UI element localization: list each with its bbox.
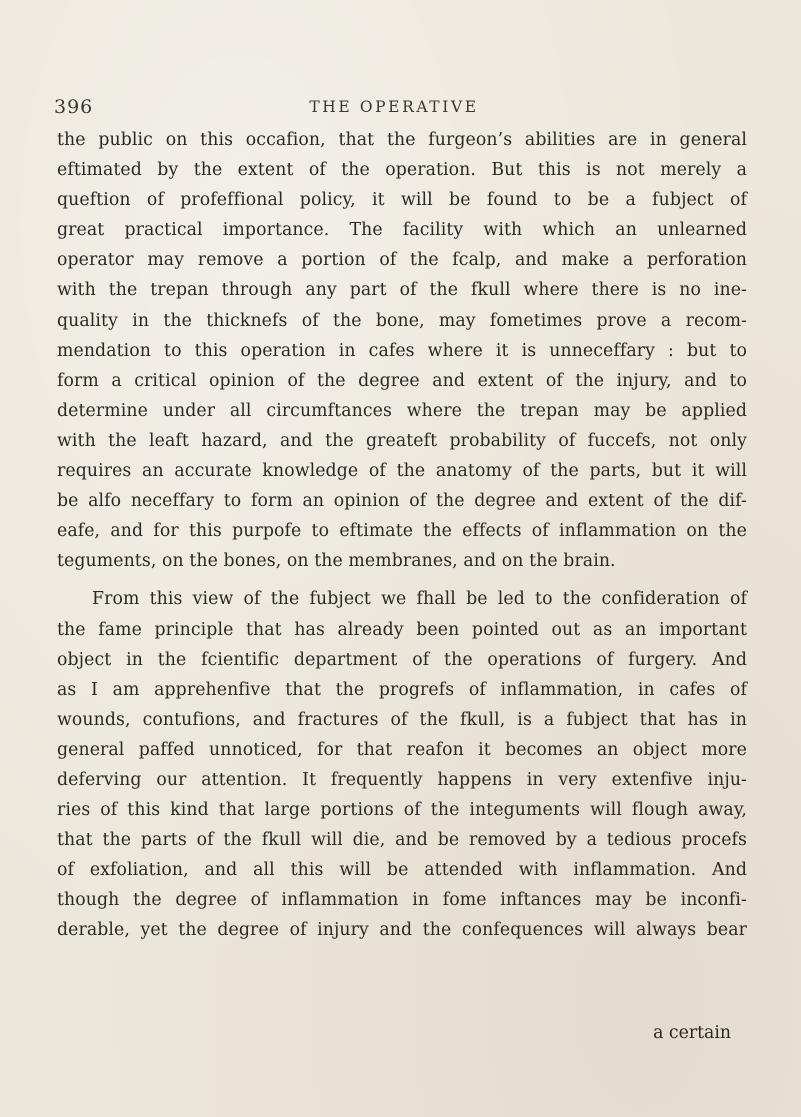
- text-line: great practical importance. The facility with which an unlearned: [57, 220, 747, 241]
- text-line: eafe, and for this purpofe to eftimate the effects of inflammation on the: [57, 521, 747, 542]
- text-line: operator may remove a portion of the fcalp, and make a perforation: [57, 250, 747, 271]
- text-line: eftimated by the extent of the operation. But this is not merely a: [57, 160, 747, 181]
- text-line: queftion of profeffional policy, it will be found to be a fubject of: [57, 190, 747, 211]
- running-head: [54, 96, 734, 120]
- text-line: with the trepan through any part of the fkull where there is no ine-: [57, 280, 747, 301]
- text-line: the fame principle that has already been pointed out as an important: [57, 619, 747, 640]
- page-number: 396: [54, 96, 94, 118]
- text-line: with the leaft hazard, and the greateft probability of fuccefs, not only: [57, 430, 747, 451]
- text-line: teguments, on the bones, on the membranes, and on the brain.: [57, 551, 616, 572]
- text-line: form a critical opinion of the degree and extent of the injury, and to: [57, 370, 747, 391]
- text-line: the public on this occafion, that the furgeon’s abilities are in general: [57, 130, 747, 150]
- text-line: object in the fcientific department of the operations of furgery. And: [57, 649, 747, 670]
- text-line: wounds, contufions, and fractures of the fkull, is a fubject that has in: [57, 709, 747, 730]
- text-line: derable, yet the degree of injury and the confequences will always bear: [57, 920, 747, 941]
- text-line: determine under all circumftances where the trepan may be applied: [57, 400, 747, 421]
- text-line: general paffed unnoticed, for that reafon it becomes an object more: [57, 739, 747, 760]
- text-line: quality in the thicknefs of the bone, may fometimes prove a recom-: [57, 310, 747, 331]
- paragraph-1: [57, 125, 747, 576]
- text-line: though the degree of inflammation in fome inftances may be inconfi-: [57, 890, 747, 911]
- text-line: ries of this kind that large portions of the integuments will flough away,: [57, 800, 747, 821]
- text-line: that the parts of the fkull will die, and be removed by a tedious procefs: [57, 830, 747, 851]
- text-line: mendation to this operation in cafes where it is unneceffary : but to: [57, 340, 747, 361]
- text-line: be alfo neceffary to form an opinion of the degree and extent of the dif-: [57, 491, 747, 512]
- text-line: of exfoliation, and all this will be attended with inflammation. And: [57, 860, 747, 881]
- paragraph-2: [57, 584, 747, 945]
- catchword: a certain: [653, 1023, 731, 1043]
- text-line: requires an accurate knowledge of the anatomy of the parts, but it will: [57, 461, 747, 482]
- text-line: deferving our attention. It frequently happens in very extenfive inju-: [57, 769, 747, 790]
- running-title: THE OPERATIVE: [309, 98, 479, 116]
- body-text: [57, 125, 747, 946]
- text-line: as I am apprehenfive that the progrefs of inflammation, in cafes of: [57, 679, 747, 700]
- text-line: From this view of the fubject we fhall be led to the confideration of: [92, 589, 747, 610]
